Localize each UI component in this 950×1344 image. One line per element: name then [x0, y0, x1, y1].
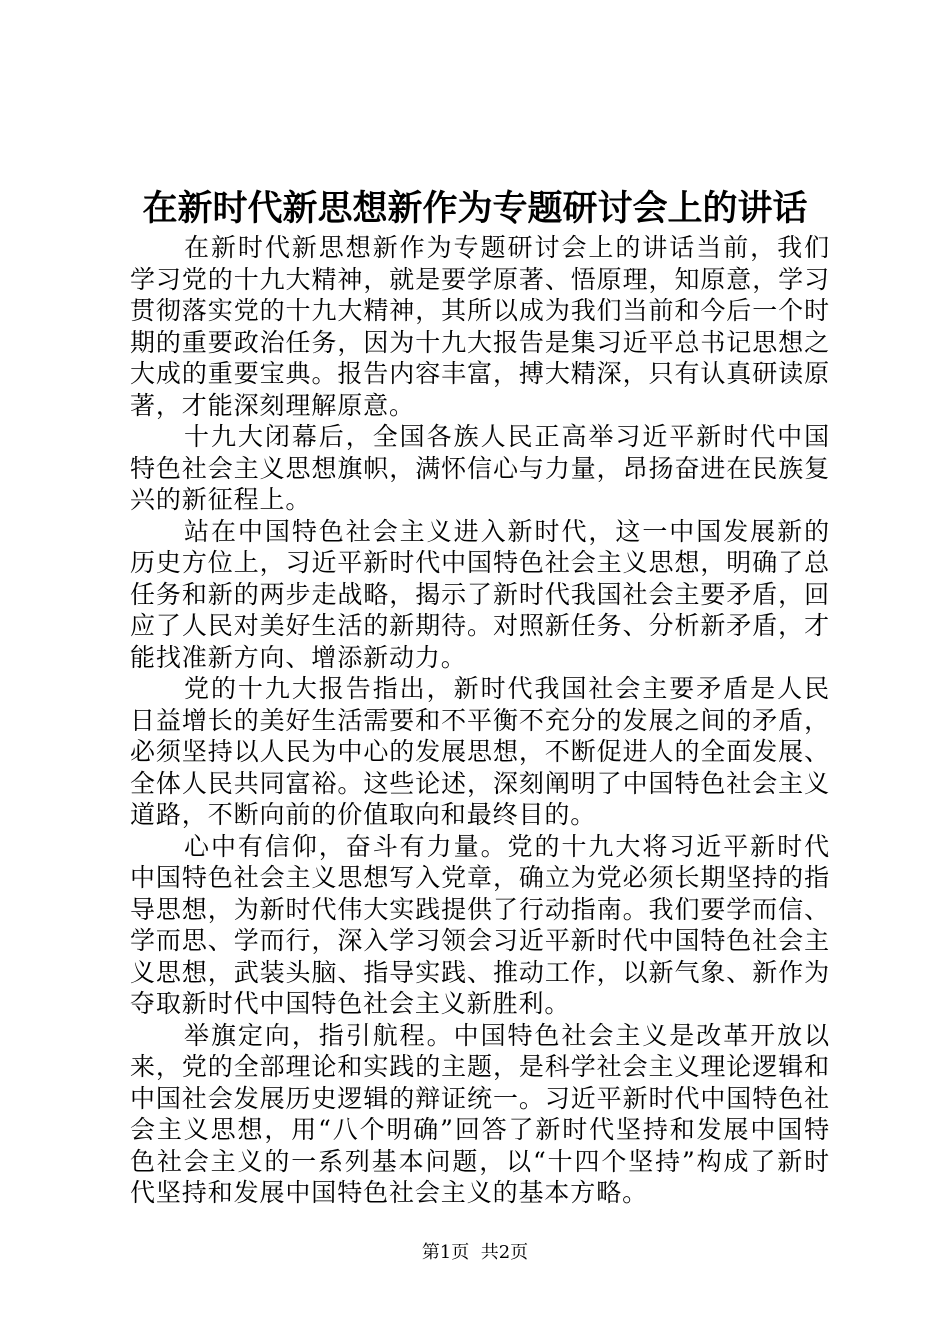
paragraph-5: 心中有信仰，奋斗有力量。党的十九大将习近平新时代中国特色社会主义思想写入党章，确立为党必须长期坚持的指导思想，为新时代伟大实践提供了行动指南。我们要学而信、学而思、学而行，深入学习领会习近平新时代中国特色社会主义思想，武装头脑、指导实践、推动工作，以新气象、新作为夺取新时代中国特色社会主义新胜利。	[130, 831, 830, 1018]
document-body	[130, 232, 830, 1209]
paragraph-3: 站在中国特色社会主义进入新时代，这一中国发展新的历史方位上，习近平新时代中国特色社会主义思想，明确了总任务和新的两步走战略，揭示了新时代我国社会主要矛盾，回应了人民对美好生活的新期待。对照新任务、分析新矛盾，才能找准新方向、增添新动力。	[130, 516, 830, 672]
page-number: 第1页	[421, 1242, 470, 1263]
page-total: 共2页	[480, 1242, 529, 1263]
paragraph-4: 党的十九大报告指出，新时代我国社会主要矛盾是人民日益增长的美好生活需要和不平衡不充分的发展之间的矛盾，必须坚持以人民为中心的发展思想，不断促进人的全面发展、全体人民共同富裕。这些论述，深刻阐明了中国特色社会主义道路，不断向前的价值取向和最终目的。	[130, 674, 830, 829]
document-title: 在新时代新思想新作为专题研讨会上的讲话	[142, 188, 808, 229]
paragraph-2: 十九大闭幕后，全国各族人民正高举习近平新时代中国特色社会主义思想旗帜，满怀信心与力量，昂扬奋进在民族复兴的新征程上。	[130, 422, 830, 514]
paragraph-1: 在新时代新思想新作为专题研讨会上的讲话当前，我们学习党的十九大精神，就是要学原著、悟原理，知原意，学习贯彻落实党的十九大精神，其所以成为我们当前和今后一个时期的重要政治任务，因为十九大报告是集习近平总书记思想之大成的重要宝典。报告内容丰富，搏大精深，只有认真研读原著，才能深刻理解原意。	[130, 233, 830, 420]
paragraph-6: 举旗定向，指引航程。中国特色社会主义是改革开放以来，党的全部理论和实践的主题，是科学社会主义理论逻辑和中国社会发展历史逻辑的辩证统一。习近平新时代中国特色社会主义思想，用“八个明确”回答了新时代坚持和发展中国特色社会主义的一系列基本问题，以“十四个坚持”构成了新时代坚持和发展中国特色社会主义的基本方略。	[130, 1020, 830, 1207]
page-footer	[0, 1241, 950, 1265]
